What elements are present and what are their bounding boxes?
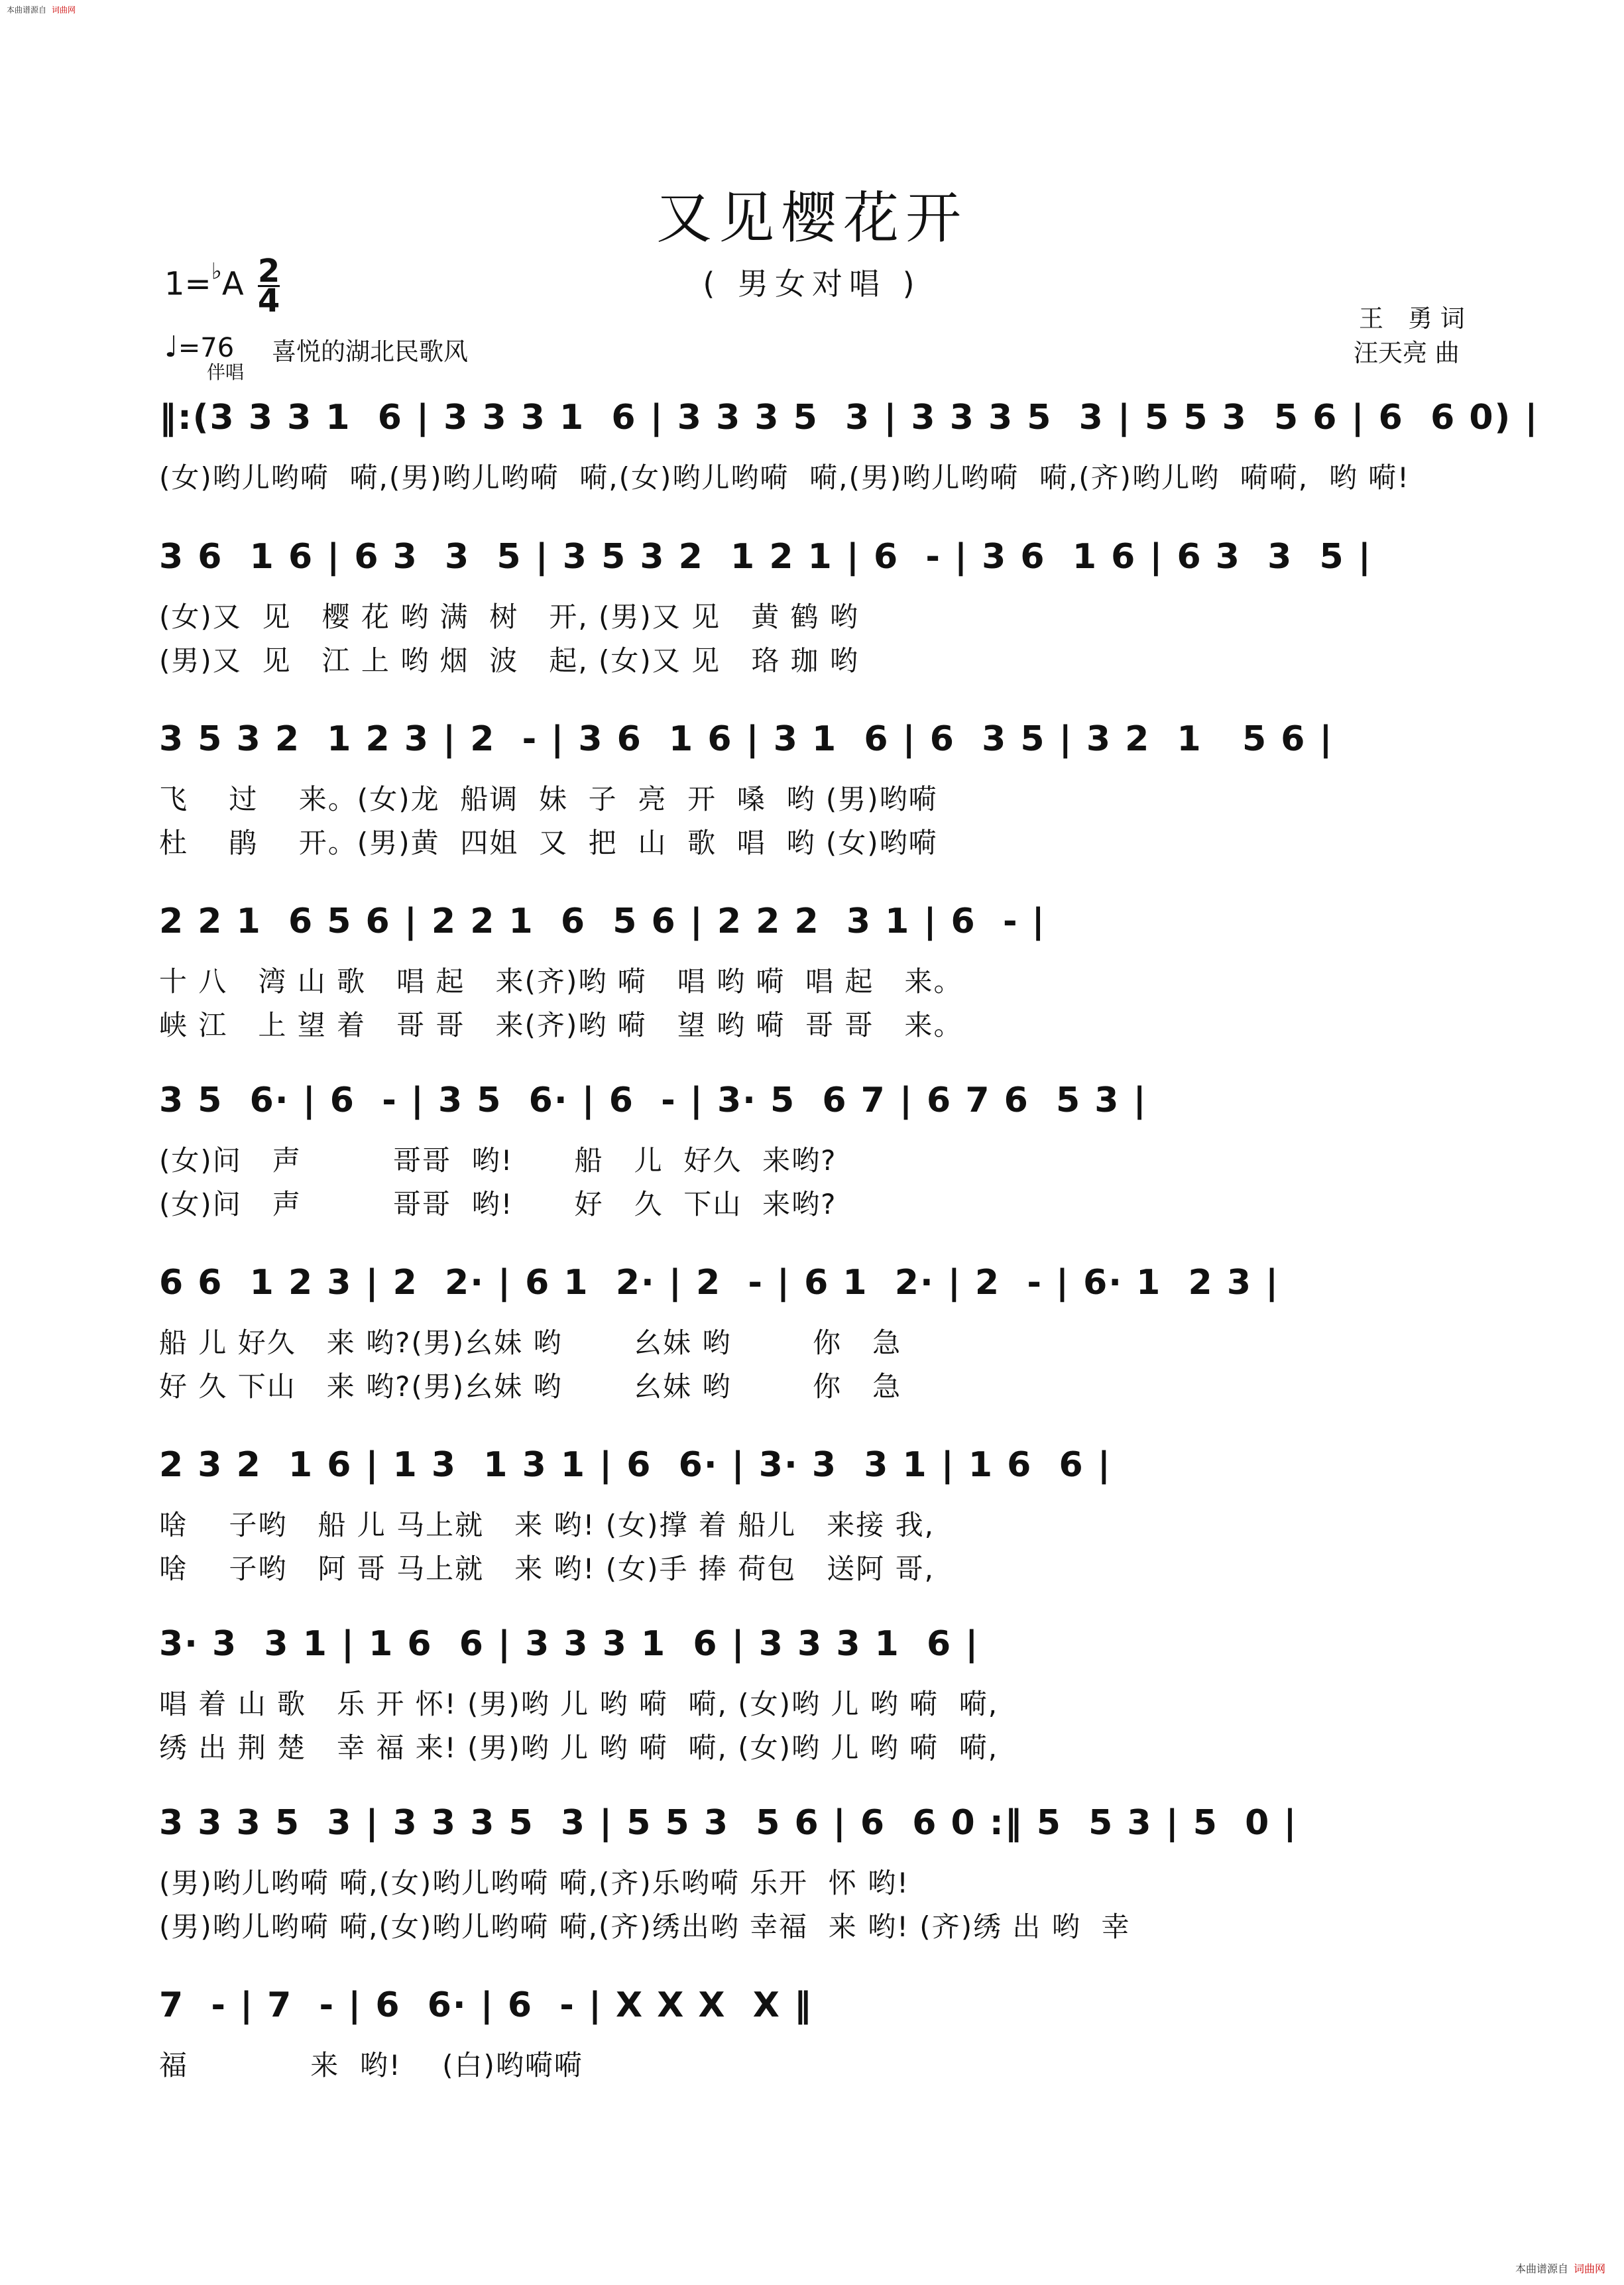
key-note: A: [221, 265, 244, 303]
time-signature: [257, 253, 280, 320]
header-link[interactable]: 词曲网: [52, 5, 76, 15]
score-row: [159, 1624, 1472, 1764]
header-source: 本曲谱源自: [7, 5, 47, 15]
lyric-line: 福 来 哟! (白)哟嗬嗬: [159, 2049, 583, 2081]
song-title: 又见樱花开: [656, 186, 968, 251]
lyric-line: (男)哟儿哟嗬 嗬,(女)哟儿哟嗬 嗬,(齐)乐哟嗬 乐开 怀 哟!: [159, 1867, 909, 1899]
score-row: [159, 902, 1472, 1041]
key-prefix: 1=: [164, 265, 211, 303]
quarter-note-icon: ♩: [164, 330, 178, 364]
lyric-line: 杜 鹃 开。(男)黄 四姐 又 把 山 歌 唱 哟 (女)哟嗬: [159, 827, 938, 859]
meter-numerator: 2: [257, 253, 280, 290]
notation-line: 3 5 6· | 6 - | 3 5 6· | 6 - | 3· 5 6 7 | 6 7 6 5 3 |: [159, 1081, 1147, 1120]
score-row: [159, 1445, 1472, 1585]
score-row: [159, 1263, 1472, 1403]
lyric-line: (女)又 见 樱 花 哟 满 树 开, (男)又 见 黄 鹤 哟: [159, 601, 859, 633]
lyric-line: (女)问 声 哥哥 哟! 船 儿 好久 来哟?: [159, 1144, 837, 1177]
notation-line: 3 5 3 2 1 2 3 | 2 - | 3 6 1 6 | 3 1 6 | 6 3 5 | 3 2 1 5 6 |: [159, 719, 1334, 759]
notation-line: 7 - | 7 - | 6 6· | 6 - | X X X X ‖: [159, 1985, 813, 2025]
key-signature: [164, 253, 280, 320]
score-row: [159, 719, 1472, 859]
lyric-line: 十 八 湾 山 歌 唱 起 来(齐)哟 嗬 唱 哟 嗬 唱 起 来。: [159, 965, 963, 998]
page-footer: [1515, 2260, 1605, 2276]
flat-sign: ♭: [211, 258, 222, 285]
song-subtitle: ( 男女对唱 ): [703, 266, 921, 302]
lyric-line: (女)问 声 哥哥 哟! 好 久 下山 来哟?: [159, 1188, 837, 1220]
composer-credit: 汪天亮 曲: [1354, 339, 1460, 367]
accompaniment-label: 伴唱: [207, 361, 245, 383]
lyric-line: 啥 子哟 船 儿 马上就 来 哟! (女)撑 着 船儿 来接 我,: [159, 1509, 935, 1541]
lyric-line: 好 久 下山 来 哟?(男)幺妹 哟 幺妹 哟 你 急: [159, 1370, 902, 1403]
footer-source: 本曲谱源自: [1515, 2262, 1568, 2275]
lyric-line: (女)哟儿哟嗬 嗬,(男)哟儿哟嗬 嗬,(女)哟儿哟嗬 嗬,(男)哟儿哟嗬 嗬,(齐)哟儿哟 嗬嗬, 哟 嗬!: [159, 461, 1411, 494]
page-header: [7, 4, 76, 15]
footer-link[interactable]: 词曲网: [1573, 2262, 1605, 2275]
notation-line: 2 3 2 1 6 | 1 3 1 3 1 | 6 6· | 3· 3 3 1 | 1 6 6 |: [159, 1445, 1112, 1485]
score-row: [159, 1985, 1472, 2081]
style-marking: 喜悦的湖北民歌风: [272, 337, 468, 366]
lyric-line: 唱 着 山 歌 乐 开 怀! (男)哟 儿 哟 嗬 嗬, (女)哟 儿 哟 嗬 嗬,: [159, 1688, 999, 1720]
score-row: [159, 398, 1539, 494]
notation-line: 3· 3 3 1 | 1 6 6 | 3 3 3 1 6 | 3 3 3 1 6 |: [159, 1624, 980, 1664]
score-row: [159, 537, 1472, 677]
lyric-line: 绣 出 荆 楚 幸 福 来! (男)哟 儿 哟 嗬 嗬, (女)哟 儿 哟 嗬 嗬,: [159, 1731, 999, 1764]
notation-line: 2 2 1 6 5 6 | 2 2 1 6 5 6 | 2 2 2 3 1 | 6 - |: [159, 902, 1046, 941]
notation-line: 3 6 1 6 | 6 3 3 5 | 3 5 3 2 1 2 1 | 6 - | 3 6 1 6 | 6 3 3 5 |: [159, 537, 1372, 577]
score-row: [159, 1081, 1472, 1220]
lyric-line: 船 儿 好久 来 哟?(男)幺妹 哟 幺妹 哟 你 急: [159, 1326, 902, 1359]
lyric-line: 峡 江 上 望 着 哥 哥 来(齐)哟 嗬 望 哟 嗬 哥 哥 来。: [159, 1009, 963, 1041]
meter-denominator: 4: [257, 282, 280, 320]
notation-line: 3 3 3 5 3 | 3 3 3 5 3 | 5 5 3 5 6 | 6 6 0 :‖ 5 5 3 | 5 0 |: [159, 1803, 1298, 1843]
notation-line: ‖:(3 3 3 1 6 | 3 3 3 1 6 | 3 3 3 5 3 | 3 3 3 5 3 | 5 5 3 5 6 | 6 6 0) |: [159, 398, 1539, 438]
lyric-line: (男)又 见 江 上 哟 烟 波 起, (女)又 见 珞 珈 哟: [159, 644, 859, 677]
lyric-line: (男)哟儿哟嗬 嗬,(女)哟儿哟嗬 嗬,(齐)绣出哟 幸福 来 哟! (齐)绣 出 哟 幸: [159, 1910, 1131, 1943]
lyric-line: 飞 过 来。(女)龙 船调 妹 子 亮 开 嗓 哟 (男)哟嗬: [159, 783, 938, 815]
score-row: [159, 1803, 1472, 1943]
tempo-value: =76: [178, 333, 235, 363]
lyric-line: 啥 子哟 阿 哥 马上就 来 哟! (女)手 捧 荷包 送阿 哥,: [159, 1553, 935, 1585]
lyricist-credit: 王 勇 词: [1359, 304, 1465, 333]
notation-line: 6 6 1 2 3 | 2 2· | 6 1 2· | 2 - | 6 1 2· | 2 - | 6· 1 2 3 |: [159, 1263, 1280, 1303]
